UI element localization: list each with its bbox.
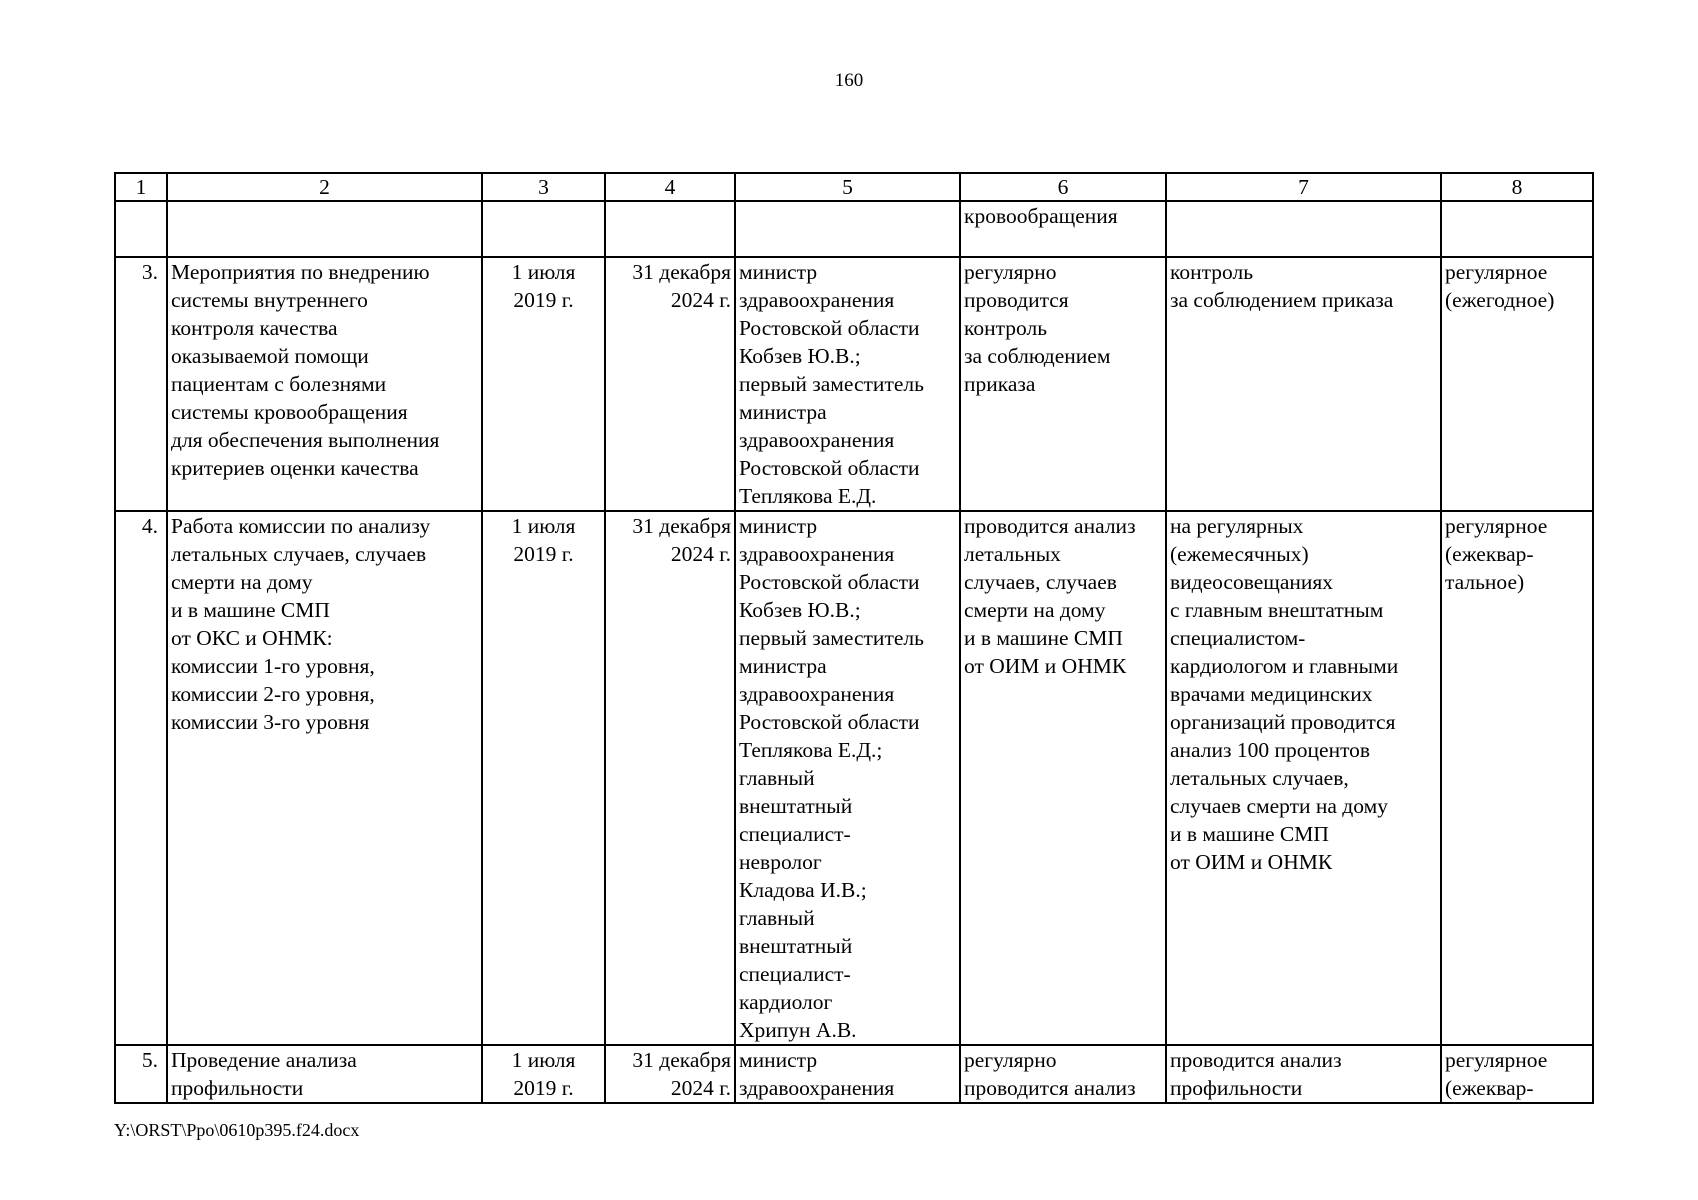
end-date [605, 201, 735, 257]
result: проводится анализ летальных случаев, случаев смерти на дому и в машине СМП от ОИМ и ОНМК [960, 511, 1166, 1045]
column-number: 5 [735, 173, 960, 201]
periodicity: регулярное (ежеквар- [1441, 1045, 1593, 1103]
result: регулярно проводится контроль за соблюдением приказа [960, 257, 1166, 511]
table-row [115, 257, 1593, 511]
start-date: 1 июля 2019 г. [482, 257, 605, 511]
activity-name: Мероприятия по внедрению системы внутреннего контроля качества оказываемой помощи пациентам с болезнями системы кровообращения для обеспечения выполнения критериев оценки качества [167, 257, 482, 511]
control-measure [1166, 201, 1441, 257]
control-measure: на регулярных (ежемесячных) видеосовещаниях с главным внештатным специалистом- кардиологом и главными врачами медицинских организаций проводится анализ 100 процентов летальных случаев, случаев смерти на дому и в машине СМП от ОИМ и ОНМК [1166, 511, 1441, 1045]
result: регулярно проводится анализ [960, 1045, 1166, 1103]
column-number: 8 [1441, 173, 1593, 201]
periodicity: регулярное (ежегодное) [1441, 257, 1593, 511]
result: кровообращения [960, 201, 1166, 257]
control-measure: контроль за соблюдением приказа [1166, 257, 1441, 511]
start-date: 1 июля 2019 г. [482, 511, 605, 1045]
activity-name: Работа комиссии по анализу летальных случаев, случаев смерти на дому и в машине СМП от ОКС и ОНМК: комиссии 1-го уровня, комиссии 2-го уровня, комиссии 3-го уровня [167, 511, 482, 1045]
responsible: министр здравоохранения Ростовской области Кобзев Ю.В.; первый заместитель министра здравоохранения Ростовской области Теплякова Е.Д. [735, 257, 960, 511]
periodicity: регулярное (ежеквар- тальное) [1441, 511, 1593, 1045]
end-date: 31 декабря 2024 г. [605, 1045, 735, 1103]
table-row [115, 511, 1593, 1045]
column-number: 7 [1166, 173, 1441, 201]
column-number: 3 [482, 173, 605, 201]
footer-file-path: Y:\ORST\Ppo\0610p395.f24.docx [114, 1120, 360, 1140]
responsible [735, 201, 960, 257]
table-row [115, 1045, 1593, 1103]
column-number: 2 [167, 173, 482, 201]
end-date: 31 декабря 2024 г. [605, 257, 735, 511]
end-date: 31 декабря 2024 г. [605, 511, 735, 1045]
start-date: 1 июля 2019 г. [482, 1045, 605, 1103]
row-number: 3. [115, 257, 167, 511]
column-number: 4 [605, 173, 735, 201]
row-number: 4. [115, 511, 167, 1045]
periodicity [1441, 201, 1593, 257]
column-number-row [115, 173, 1593, 201]
row-number [115, 201, 167, 257]
start-date [482, 201, 605, 257]
column-number: 6 [960, 173, 1166, 201]
table-row [115, 201, 1593, 257]
row-number: 5. [115, 1045, 167, 1103]
page-number: 160 [834, 70, 864, 91]
column-number: 1 [115, 173, 167, 201]
control-measure: проводится анализ профильности [1166, 1045, 1441, 1103]
responsible: министр здравоохранения [735, 1045, 960, 1103]
activity-name [167, 201, 482, 257]
plan-table [114, 172, 1594, 1104]
activity-name: Проведение анализа профильности [167, 1045, 482, 1103]
responsible: министр здравоохранения Ростовской области Кобзев Ю.В.; первый заместитель министра здравоохранения Ростовской области Теплякова Е.Д.; главный внештатный специалист- невролог Кладова И.В.; главный внештатный специалист- кардиолог Хрипун А.В. [735, 511, 960, 1045]
